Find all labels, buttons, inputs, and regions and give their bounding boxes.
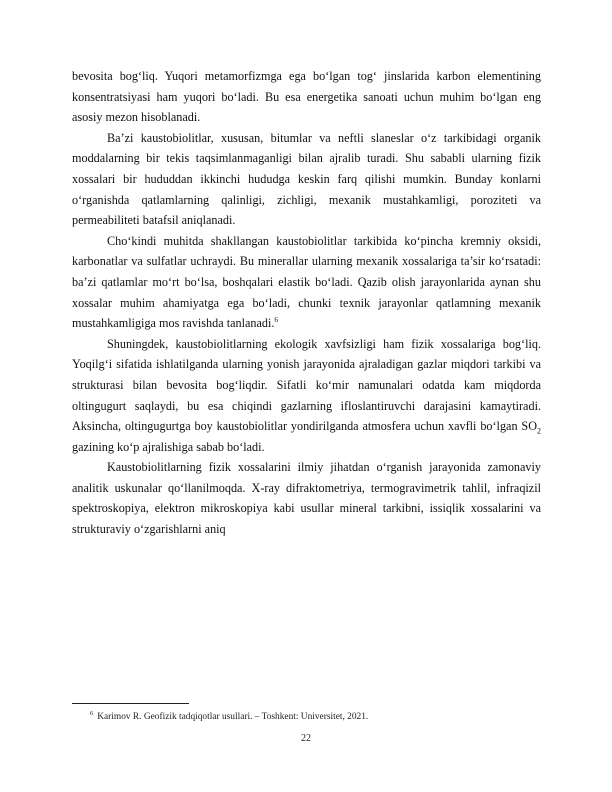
paragraph-ecological-safety-end: gazining ko‘p ajralishiga sabab bo‘ladi. xyxy=(72,439,265,454)
footnote-mark: 6 xyxy=(90,709,94,717)
paragraph-analytical-methods: Kaustobiolitlarning fizik xossalarini ilmiy jihatdan o‘rganish jarayonida zamonaviy analitik uskunalar qo‘llanilmoqda. X-ray difraktometriya, termogravimetrik tahlil, infraqizil spektroskopiya, elektron mikroskopiya kabi usullar mineral tarkibni, issiqlik xossalarini va strukturaviy o‘zgarishlarni aniq xyxy=(72,460,541,537)
paragraph-bitumen-shales: Ba’zi kaustobiolitlar, xususan, bitumlar va neftli slaneslar o‘z tarkibidagi organik moddalarning bir tekis taqsimlanmaganligi bilan ajralib turadi. Shu sababli ularning fizik xossalari bir hududdan ikkinchi hududga keskin farq qilishi mumkin. Bunday konlarni o‘rganishda qatlamlarning qalinligi, zichligi, mexanik mustahkamligi, poroziteti va permeabiliteti batafsil aniqlanadi. xyxy=(72,130,541,228)
page-number: 22 xyxy=(301,733,311,744)
footnote-text: Karimov R. Geofizik tadqiqotlar usullari. – Toshkent: Universitet, 2021. xyxy=(97,712,369,722)
paragraph-ecological-safety xyxy=(72,334,541,458)
footnote xyxy=(90,709,369,722)
paragraph-mineral-composition-text: Cho‘kindi muhitda shakllangan kaustobiolitlar tarkibida ko‘pincha kremniy oksidi, karbonatlar va sulfatlar uchraydi. Bu minerallar ularning mexanik xossalariga ta’sir ko‘rsatadi: ba’zi qatlamlar mo‘rt bo‘lsa, boshqalari elastik bo‘ladi. Qazib olish jarayonlarida aynan shu xossalar muhim ahamiyatga ega bo‘ladi, chunki texnik jarayonlar qatlamning mexanik mustahkamligiga mos ravishda tanlanadi. xyxy=(72,233,541,331)
paragraph-continuation: bevosita bog‘liq. Yuqori metamorfizmga ega bo‘lgan tog‘ jinslarida karbon elementining konsentratsiyasi ham yuqori bo‘ladi. Bu esa energetika sanoati uchun muhim bo‘lgan eng asosiy mezon hisoblanadi. xyxy=(72,69,541,125)
footnote-divider xyxy=(72,703,189,704)
page-body xyxy=(72,66,541,540)
paragraph-ecological-safety-text: Shuningdek, kaustobiolitlarning ekologik xavfsizligi ham fizik xossalariga bog‘liq. Yoqilg‘i sifatida ishlatilganda ularning yonish jarayonida ajraladigan gazlar miqdori tarkibi va strukturasi bilan bevosita bog‘liqdir. Sifatli ko‘mir namunalari odatda kam miqdorda oltingugurt saqlaydi, bu esa chiqindi gazlarning ifloslantiruvchi darajasini kamaytiradi. Aksincha, oltingugurtga boy kaustobiolitlar yondirilganda atmosfera uchun xavfli bo‘lgan SO xyxy=(72,336,541,434)
so2-subscript: 2 xyxy=(537,426,541,436)
paragraph-mineral-composition xyxy=(72,231,541,334)
footnote-reference[interactable]: 6 xyxy=(274,315,279,325)
